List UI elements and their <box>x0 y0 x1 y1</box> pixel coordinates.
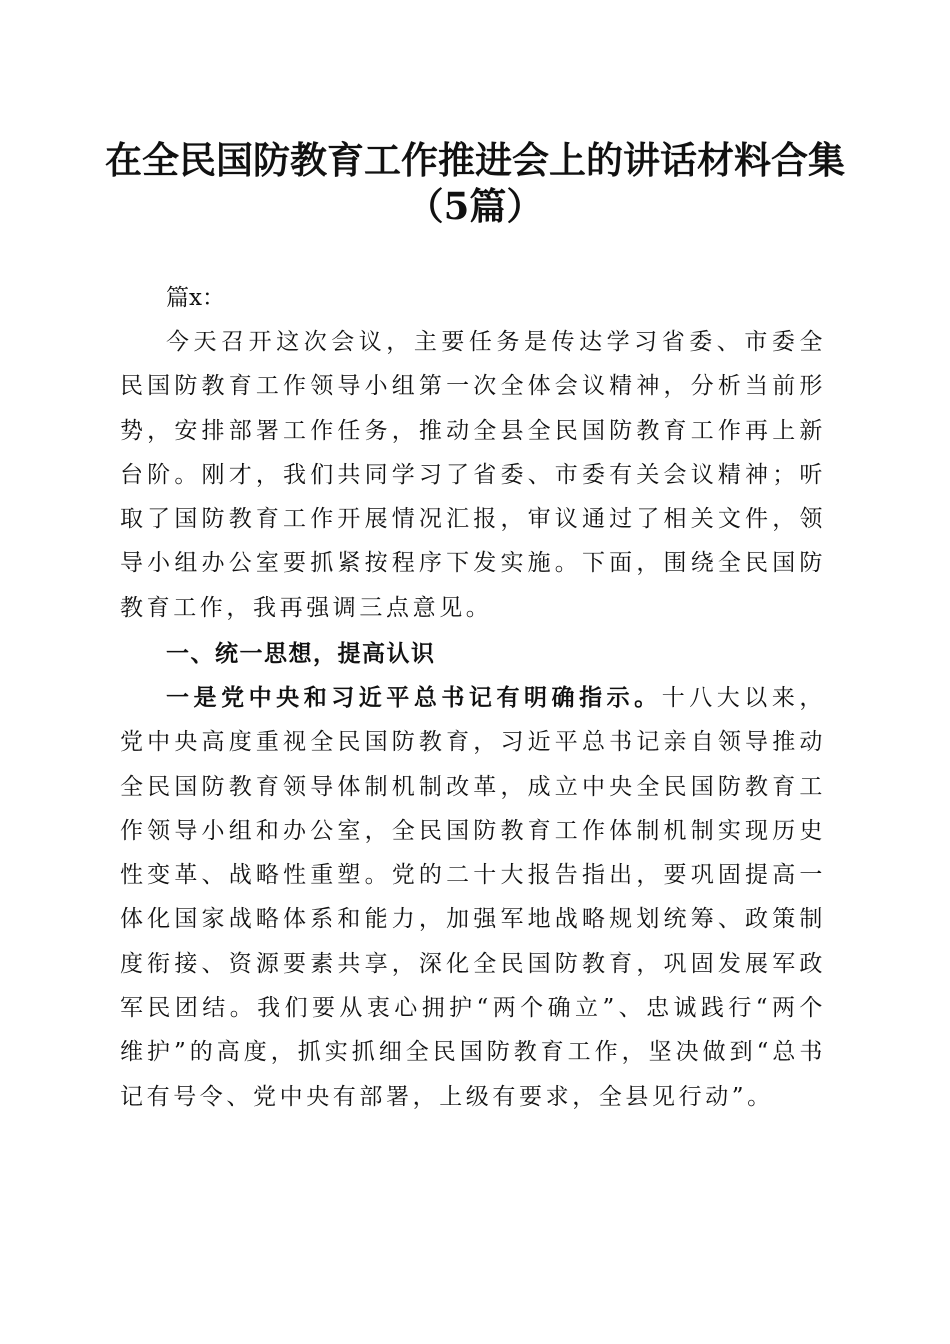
paragraph-directive <box>120 676 826 1119</box>
section-label <box>120 276 826 320</box>
section-label-text: 篇x： <box>166 285 225 311</box>
paragraph-body: 十八大以来，党中央高度重视全民国防教育，习近平总书记亲自领导推动全民国防教育领导体制机制改革，成立中央全民国防教育工作领导小组和办公室，全民国防教育工作体制机制实现历史性变革、战略性重塑。党的二十大报告指出，要巩固提高一体化国家战略体系和能力，加强军地战略规划统筹、政策制度衔接、资源要素共享，深化全民国防教育，巩固发展军政军民团结。我们要从衷心拥护“两个确立”、忠诚践行“两个维护”的高度，抓实抓细全民国防教育工作，坚决做到“总书记有号令、党中央有部署，上级有要求，全县见行动”。 <box>120 685 826 1110</box>
document-subtitle: （5篇） <box>406 184 544 228</box>
paragraph-intro <box>120 320 826 630</box>
section-heading-text: 一、统一思想，提高认识 <box>166 641 436 667</box>
document-title: 在全民国防教育工作推进会上的讲话材料合集 <box>105 138 845 182</box>
section-heading <box>120 632 826 676</box>
paragraph-intro-text: 今天召开这次会议，主要任务是传达学习省委、市委全民国防教育工作领导小组第一次全体会议精神，分析当前形势，安排部署工作任务，推动全县全民国防教育工作再上新台阶。刚才，我们共同学习了省委、市委有关会议精神；听取了国防教育工作开展情况汇报，审议通过了相关文件，领导小组办公室要抓紧按程序下发实施。下面，围绕全民国防教育工作，我再强调三点意见。 <box>120 329 826 621</box>
paragraph-directive-text <box>120 676 826 1119</box>
paragraph-lead: 一是党中央和习近平总书记有明确指示。 <box>166 684 662 711</box>
